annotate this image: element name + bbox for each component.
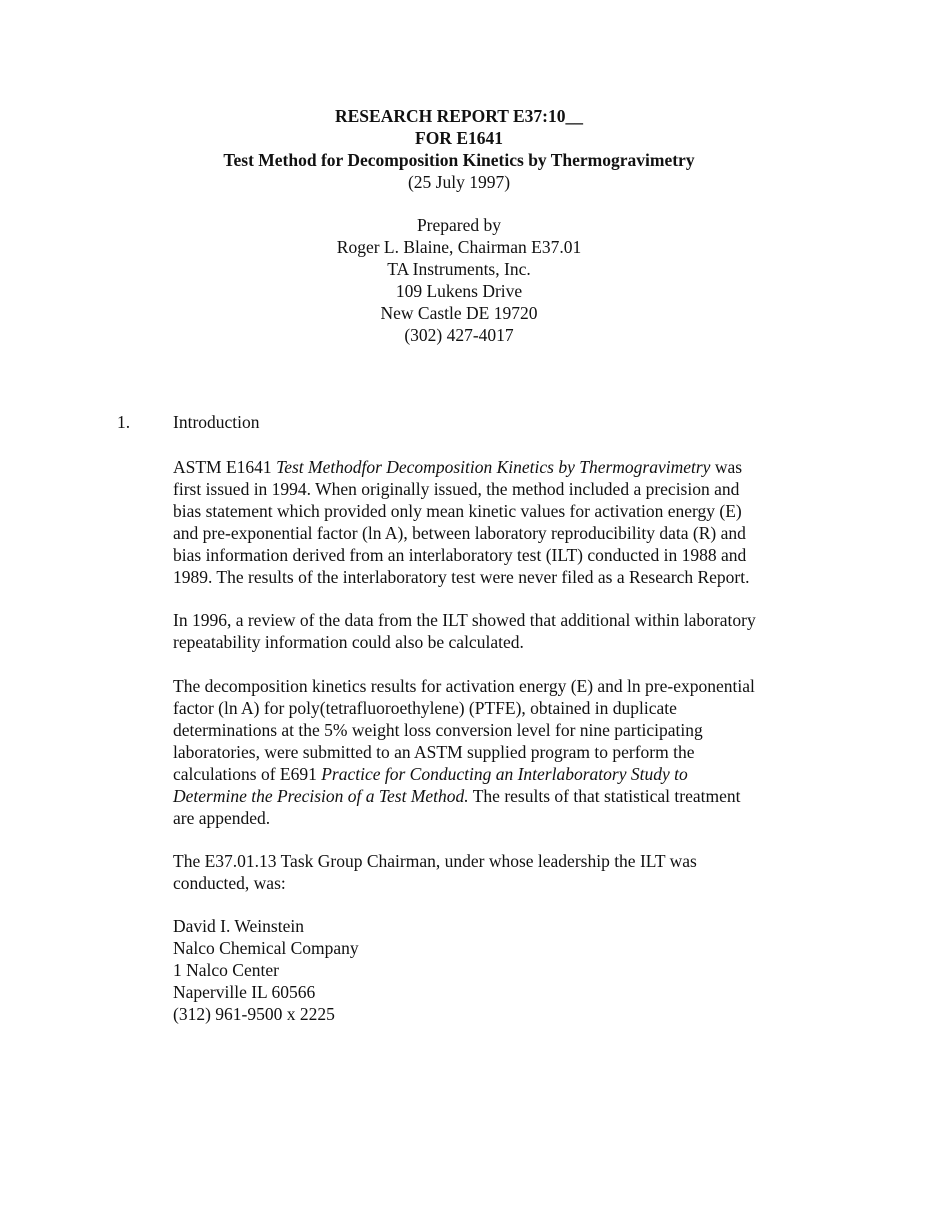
section-title: Introduction [173, 412, 260, 432]
paragraph-intro [173, 456, 813, 588]
preparer-city: New Castle DE 19720 [380, 303, 538, 323]
preparer-company: TA Instruments, Inc. [387, 259, 531, 279]
paragraph-line [173, 763, 813, 785]
italic-title: Determine the Precision of a Test Method. [173, 786, 469, 806]
paragraph-line: repeatability information could also be calculated. [173, 632, 524, 652]
paragraph-line [173, 456, 813, 478]
paragraph-line: laboratories, were submitted to an ASTM supplied program to perform the [173, 742, 695, 762]
paragraph-line: The E37.01.13 Task Group Chairman, under whose leadership the ILT was [173, 851, 697, 871]
paragraph-review [173, 609, 813, 653]
paragraph-line: 1989. The results of the interlaboratory test were never filed as a Research Report. [173, 567, 750, 587]
paragraph-chairman [173, 850, 813, 894]
paragraph-line: bias statement which provided only mean kinetic values for activation energy (E) [173, 501, 742, 521]
chairman-contact [173, 915, 359, 1025]
paragraph-line: In 1996, a review of the data from the ILT showed that additional within laboratory [173, 610, 756, 630]
text-run: was [710, 457, 743, 477]
italic-title: Practice for Conducting an Interlaboratory Study to [321, 764, 688, 784]
preparer-name: Roger L. Blaine, Chairman E37.01 [336, 237, 582, 257]
section-number: 1. [117, 412, 131, 432]
paragraph-line: first issued in 1994. When originally issued, the method included a precision and [173, 479, 740, 499]
paragraph-line: and pre-exponential factor (ln A), between laboratory reproducibility data (R) and [173, 523, 746, 543]
preparer-phone: (302) 427-4017 [404, 325, 514, 345]
prepared-by-label: Prepared by [416, 215, 502, 235]
contact-name: David I. Weinstein [173, 916, 304, 936]
text-run: calculations of E691 [173, 764, 322, 784]
paragraph-line [173, 785, 813, 807]
contact-company: Nalco Chemical Company [173, 938, 359, 958]
paragraph-line: bias information derived from an interlaboratory test (ILT) conducted in 1988 and [173, 545, 747, 565]
contact-street: 1 Nalco Center [173, 960, 279, 980]
paragraph-line: conducted, was: [173, 873, 286, 893]
report-date: (25 July 1997) [407, 172, 511, 192]
contact-city: Naperville IL 60566 [173, 982, 316, 1002]
prepared-by-block [0, 214, 918, 346]
text-run: The results of that statistical treatment [468, 786, 741, 806]
text-run: ASTM E1641 [173, 457, 277, 477]
report-title: RESEARCH REPORT E37:10__ [335, 106, 583, 126]
paragraph-results [173, 675, 813, 829]
preparer-street: 109 Lukens Drive [395, 281, 523, 301]
paragraph-line: factor (ln A) for poly(tetrafluoroethylene) (PTFE), obtained in duplicate [173, 698, 677, 718]
contact-phone: (312) 961-9500 x 2225 [173, 1004, 335, 1024]
paragraph-line: determinations at the 5% weight loss conversion level for nine participating [173, 720, 703, 740]
report-standard: FOR E1641 [415, 128, 503, 148]
report-header [0, 105, 918, 193]
italic-title: Test Methodfor Decomposition Kinetics by Thermogravimetry [276, 457, 711, 477]
paragraph-line: The decomposition kinetics results for activation energy (E) and ln pre-exponential [173, 676, 755, 696]
paragraph-line: are appended. [173, 808, 271, 828]
report-subtitle: Test Method for Decomposition Kinetics by Thermogravimetry [223, 150, 695, 170]
